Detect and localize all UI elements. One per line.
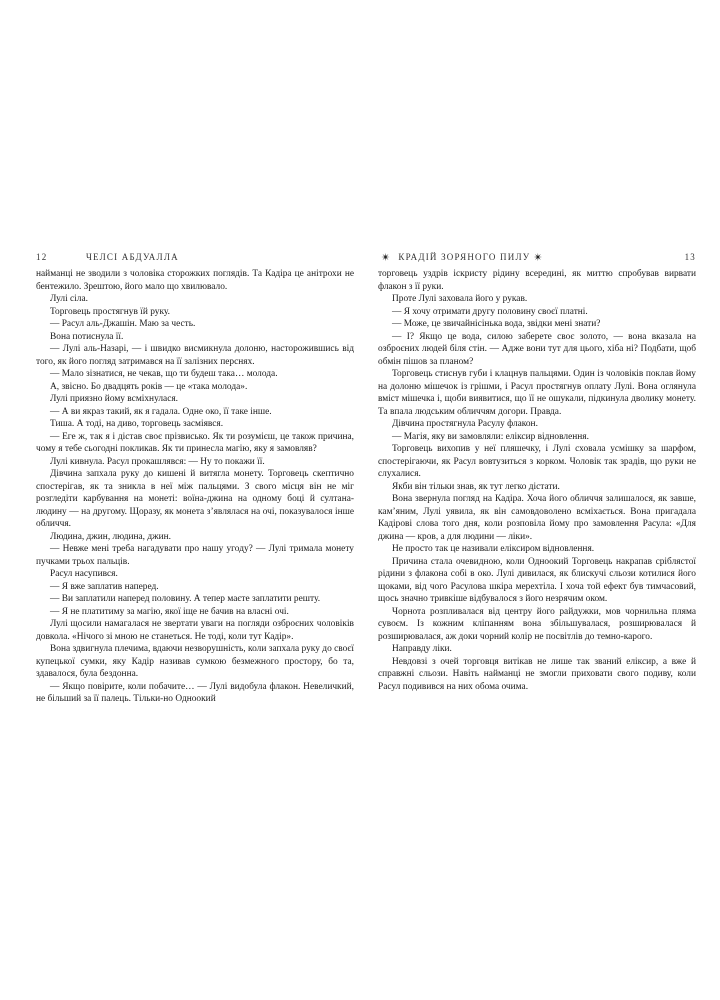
paragraph: — Якщо повірите, коли побачите… — Лулі видобула флакон. Невеличкий, не більший за її палець. Тільки-но Одноокий — [36, 681, 354, 704]
paragraph: — Лулі аль-Назарі, — і швидко висмикнула долоню, насторожившись від того, як його погляд затримався на її залізних перснях. — [36, 344, 354, 367]
left-page-number: 12 — [36, 252, 48, 262]
paragraph: — А ви якраз такий, як я гадала. Одне око, її таке інше. — [50, 406, 272, 417]
paragraph: Не просто так це називали еліксиром відновлення. — [392, 544, 595, 554]
paragraph: — І? Якщо це вода, силою заберете своє золото, — вона вказала на озброєних людей біля стін. — Адже вони тут для цього, хіба ні? Подбати, щоб обмін пішов за планом? — [378, 331, 696, 367]
paragraph: торговець уздрів іскристу рідину всередині, як миттю спробував вирвати флакон з її руки. — [378, 269, 696, 292]
left-page — [36, 250, 354, 706]
paragraph: Якби він тільки знав, як тут легко дістати. — [392, 481, 560, 492]
star-ornament-icon: ✴ — [533, 251, 544, 264]
left-page-header — [36, 250, 354, 264]
right-page-header — [378, 250, 696, 264]
paragraph: Вона здвигнула плечима, вдаючи незворушність, коли запхала руку до своєї купецької сумки, яку Кадір називав сумкою безмежного простору, бо та, здавалося, була бездонна. — [36, 644, 354, 679]
paragraph: Лулі сіла. — [50, 294, 88, 304]
paragraph: Торговець простягнув їй руку. — [50, 306, 170, 317]
right-page-body — [378, 268, 696, 693]
paragraph: Дівчина простягнула Расулу флакон. — [392, 419, 538, 429]
paragraph: — Магія, яку ви замовляли: еліксир відновлення. — [392, 431, 589, 442]
paragraph: — Еге ж, так я і дістав своє прізвисько. Як ти розумієш, це також причина, чому я тебе сьогодні покликав. Як ти принесла магію, яку я замовляв? — [36, 431, 354, 454]
paragraph: найманці не зводили з чоловіка сторожких поглядів. Та Кадіра це анітрохи не бентежило. Зрештою, його мало що хвилювало. — [36, 269, 354, 292]
right-page — [378, 250, 696, 693]
paragraph: — Мало зізнатися, не чекав, що ти будеш така… молода. — [50, 369, 278, 379]
paragraph: — Ви заплатили наперед половину. А тепер маєте заплатити решту. — [50, 594, 321, 604]
paragraph: Дівчина запхала руку до кишені й витягла монету. Торговець скептично спостерігав, як та зникла в неї між пальцями. З свого місця він не міг розгледіти карбування на монеті: воїна-джина на одному боці й султана-людину — на другому. Щоразу, як монета з’являлася на очі, показувалося інше обличчя. — [36, 469, 354, 529]
paragraph: Причина стала очевидною, коли Одноокий Торговець накрапав сріблястої рідини з флакона собі в око. Лулі дивилася, як блискучі сльози котилися його щоками, від чого Расулова шкіра мерехтіла. І хоча той ефект був тимчасовий, щось значно тривкіше відбувалося з його незрячим оком. — [378, 556, 696, 604]
paragraph: Лулі кивнула. Расул прокашлявся: — Ну то покажи її. — [50, 456, 265, 467]
paragraph: Людина, джин, людина, джин. — [50, 531, 171, 542]
paragraph: Лулі щосили намагалася не звертати уваги на погляди озброєних чоловіків довкола. «Нічого зі мною не станеться. Не тоді, коли тут Кадір». — [36, 619, 354, 642]
paragraph: Торговець вихопив у неї пляшечку, і Лулі сховала усмішку за шарфом, спостерігаючи, як Расул вовтузиться з корком. Чоловік так зрадів, що руки не слухалися. — [378, 444, 696, 479]
paragraph: Вона звернула погляд на Кадіра. Хоча його обличчя залишалося, як завше, кам’яним, Лулі уявила, як він самовдоволено всміхається. Вона пригадала Кадірові слова того дня, коли розповіла йому про замовлення Расула: «Для джина — кров, а для людини — ліки». — [378, 494, 696, 542]
paragraph: Торговець стиснув губи і клацнув пальцями. Один із чоловіків поклав йому на долоню мішечок із грішми, і Расул простягнув оплату Лулі. Вона оглянула вміст мішечка і, щоби виявитися, що її не ошукали, підкинула дволику монету. Та впала людським обличчям догори. Правда. — [378, 369, 696, 417]
right-running-head-wrap — [398, 252, 530, 262]
paragraph: — Невже мені треба нагадувати про нашу угоду? — Лулі тримала монету пучками трьох пальців. — [36, 544, 354, 567]
star-ornament-icon: ✴ — [381, 251, 392, 264]
paragraph: — Може, це звичайнісінька вода, звідки мені знати? — [392, 319, 601, 329]
paragraph: Лулі приязно йому всміхнулася. — [50, 394, 179, 404]
paragraph: Направду ліки. — [392, 644, 452, 654]
paragraph: Проте Лулі заховала його у рукав. — [392, 294, 528, 304]
paragraph: — Я не платитиму за магію, якої іще не бачив на власні очі. — [50, 606, 289, 617]
paragraph: Расул насупився. — [50, 569, 118, 579]
left-running-head: ЧЕЛСІ АБДУАЛЛА — [86, 252, 179, 262]
paragraph: — Я вже заплатив наперед. — [50, 581, 159, 592]
right-page-number: 13 — [684, 252, 696, 262]
right-running-head: КРАДІЙ ЗОРЯНОГО ПИЛУ — [398, 252, 531, 262]
paragraph: — Расул аль-Джашін. Маю за честь. — [50, 319, 196, 329]
paragraph: Вона потиснула її. — [50, 331, 124, 342]
paragraph: Невдовзі з очей торговця витікав не лише так званий еліксир, а вже й справжні сльози. Навіть найманці не змогли приховати свого подиву, коли Расул подивився на них обома очима. — [378, 656, 696, 692]
paragraph: — Я хочу отримати другу половину своєї платні. — [392, 306, 588, 317]
paragraph: Чорнота розпливалася від центру його райдужки, мов чорнильна пляма сувоєм. Із кожним кліпанням вона збільшувалася, розширювалася й розширювалася, аж доки чорний колір не посвітлів до темно-карого. — [378, 606, 696, 642]
paragraph: Тиша. А тоді, на диво, торговець засміявся. — [50, 419, 224, 429]
paragraph: А, звісно. Бо двадцять років — це «така молода». — [50, 381, 248, 392]
left-page-body — [36, 268, 354, 706]
